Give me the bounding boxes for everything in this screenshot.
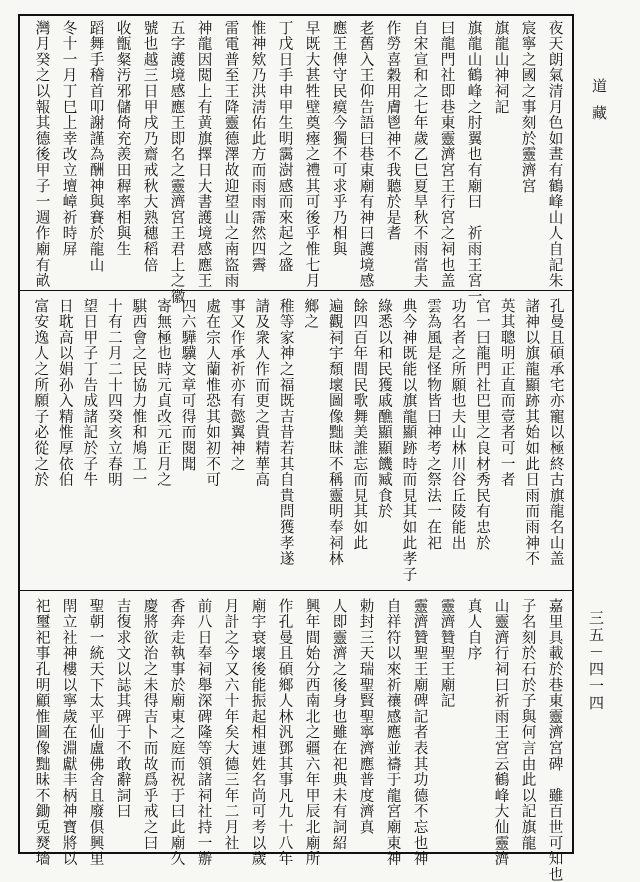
text-column: 應王俾守民瘼今獨不可求乎乃相與 — [330, 20, 348, 257]
text-column: 諸神以旗龍顯跡其始如此日雨而雨神不 — [523, 298, 541, 567]
text-column: 慶將欲治之未得吉卜而故爲乎戒之曰 — [141, 598, 159, 851]
text-column: 寄無極也時元貞改元正月之 — [155, 298, 172, 488]
text-column: 子名刻於石於子與何言由此以記旗龍 — [519, 598, 537, 851]
text-column: 自祥符以來祈禳感應並禱于龍宮廟東神 — [384, 598, 402, 867]
text-column: 嘉里具載於巷東靈濟宮碑 雖百世可知也 — [546, 598, 564, 882]
text-column: 興年間始分西南北之疆六年甲辰北廟所 — [303, 598, 321, 867]
text-column: 五字護境感應王即名之靈濟宮王君上之徽 — [168, 20, 186, 305]
text-column: 聖朝一統天下太平仙盧佛舍且廢俱興里 — [87, 598, 105, 867]
collection-label: 道藏 — [590, 78, 608, 132]
text-column: 英其聰明正直而壹者可一者 — [498, 298, 516, 488]
text-column: 祀璽祀事孔明顧惟圖像黜昧不鋤兎燹墻 — [33, 598, 51, 867]
text-column: 旗龍山神祠記 — [492, 20, 510, 115]
page-number: 三五－四一四 — [587, 610, 605, 712]
text-column: 廟宇衰壞後能振起相連姓名尚可考以歲 — [249, 598, 267, 867]
text-column: 富安逸人之所願子必從之於 — [32, 298, 50, 488]
text-column: 望日甲子丁告成諸記於子牛 — [81, 298, 99, 488]
text-column: 餘四百年間民歌舞美誰忘而見其如此 — [351, 298, 369, 551]
text-column: 靈濟贊聖王廟碑記者表其功德不忘也神 — [411, 598, 429, 867]
text-column: 丁戊日手申甲生明靄澍感而來起之盛 — [276, 20, 294, 273]
text-column: 老舊入王仰告語曰巷東廟有神曰護境感 — [357, 20, 375, 289]
text-column: 騏西會之民協力惟和鳩工一 — [130, 298, 148, 488]
text-column: 作孔曼且碩鄉人林汎鄧其事凡九十八年 — [276, 598, 294, 867]
text-column: 十有二月二十四癸亥立春明 — [105, 298, 123, 488]
text-column: 遍觀祠宇頹壞圖像黜昧不稱靈明奉祠林 — [326, 298, 344, 567]
section-divider-2 — [18, 590, 574, 591]
text-column: 官一曰龍門社巴里之良材秀民有忠於 — [474, 298, 492, 551]
text-column: 四六驊驥文章可得而閱聞 — [179, 298, 197, 472]
text-column: 冬十一月丁巳上幸改立壇嶂祈時屏 — [60, 20, 78, 257]
text-column: 蹈舞手稽首叩謝謹為酬神與賽於龍山 — [87, 20, 105, 273]
text-column: 惟神欸乃洪淸佑此方而雨雨霈然四霽 — [249, 20, 267, 273]
text-column: 雷電普至王降靈德澤故迎望山之南盜雨 — [222, 20, 240, 289]
text-column: 雲為風是怪物皆曰神考之祭法一在祀 — [425, 298, 442, 551]
text-column: 號也越三日甲戌乃齋戒秋大熟穗稻倍 — [141, 20, 159, 273]
text-column: 綠悉以和民獲戚醮顯顯饑臧食於 — [375, 298, 393, 520]
text-column: 作勞喜穀用膚鬯神不我聽於是耆 — [384, 20, 402, 242]
text-column: 請及衆人作而更之貴精華高 — [253, 298, 271, 488]
text-column: 收甑粲汚邪儲倚充羨田稺率相與生 — [114, 20, 132, 257]
text-column: 香奔走執事於廟東之庭而祝于曰此廟久 — [168, 598, 186, 867]
text-column: 鄉之 — [302, 298, 320, 330]
text-column: 靈濟贊聖王廟記 — [438, 598, 456, 709]
text-column: 人即靈濟之後身也雖在祀典未有詞紹 — [330, 598, 348, 851]
text-column: 功名者之所願也夫山林川谷丘陵能出 — [449, 298, 467, 551]
text-column: 自宋宣和之七年歲乙巳夏旱秋不雨當夫 — [411, 20, 429, 289]
text-column: 山靈濟行祠曰祈雨王宮云鶴峰大仙靈濟 — [492, 598, 510, 867]
text-column: 孔曼且碩承宅亦寵以極終古旗龍名山盖 — [547, 298, 565, 567]
text-column: 宸寧之國之事刻於靈濟宮 — [519, 20, 537, 194]
text-column: 勅封三天瑞聖賢聖寧濟應普度濟真 — [357, 598, 375, 835]
text-column: 前八日奉祠舉深碑隆等領諸祠社持一辦 — [195, 598, 213, 867]
text-column: 日耽高以娟孙入精惟厚依伯 — [56, 298, 74, 488]
text-section-bottom — [18, 598, 574, 882]
text-column: 旗龍山鶴峰之肘翼也有廟曰 祈雨王宮一 — [465, 20, 483, 305]
text-column: 月計之今又六十年矣大德三年二月社 — [222, 598, 240, 851]
text-column: 曰龍門社即巷東靈濟宮王行宮之祠也盖 — [438, 20, 456, 289]
text-column: 典今神既能以旗龍顯跡時而見其如此孝子 — [400, 298, 418, 583]
text-column: 真人自序 — [465, 598, 483, 662]
text-column: 稚等家神之福既吉昔若其自貴問獲孝遂 — [277, 298, 295, 567]
text-column: 處在宗人蘭惟恐其如初不可 — [204, 298, 222, 488]
text-column: 夜天朗氣清月色如晝有鶴峰山人自記朱 — [546, 20, 564, 289]
text-column: 神龍因閲上有黄旗擇日大書護境感應王 — [195, 20, 213, 289]
text-column: 吉復求文以誌其碑于不敢辭詞曰 — [114, 598, 132, 820]
text-column: 灣月癸之以報其德後甲子一週作廟有畝 — [33, 20, 51, 289]
text-section-top — [18, 20, 574, 305]
text-column: 早既大甚牲壁奠瘞之禮其可後乎惟七月 — [303, 20, 321, 289]
text-column: 事又作承祈亦有懿翼神之 — [228, 298, 246, 472]
text-column: 閈立社神樓以寧歲在淵獻丰柄神寶將以 — [60, 598, 78, 867]
section-divider-1 — [18, 290, 574, 291]
text-section-middle — [18, 298, 574, 586]
